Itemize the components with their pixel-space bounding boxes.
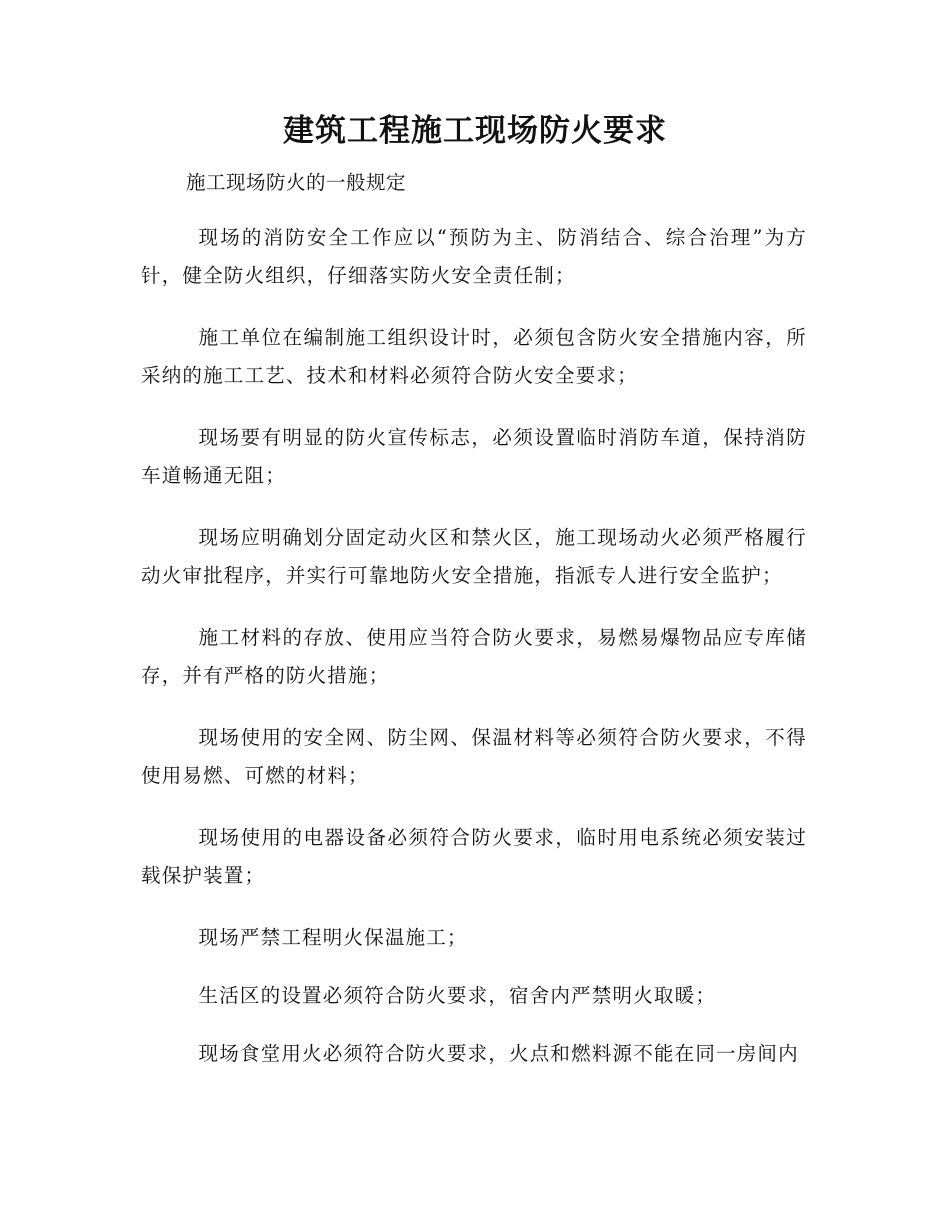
- paragraph-10: 现场食堂用火必须符合防火要求，火点和燃料源不能在同一房间内: [198, 1042, 799, 1065]
- paragraph-2: 施工单位在编制施工组织设计时，必须包含防火安全措施内容，所采纳的施工工艺、技术和材料必须符合防火安全要求；: [141, 326, 807, 387]
- paragraph-3: 现场要有明显的防火宣传标志，必须设置临时消防车道，保持消防车道畅通无阻；: [141, 426, 807, 487]
- paragraph-6: 现场使用的安全网、防尘网、保温材料等必须符合防火要求，不得使用易燃、可燃的材料；: [141, 726, 807, 787]
- document-title: 建筑工程施工现场防火要求: [283, 113, 667, 149]
- paragraph-1: 现场的消防安全工作应以“预防为主、防消结合、综合治理”为方针，健全防火组织，仔细落实防火安全责任制；: [141, 226, 807, 287]
- document-body: [141, 219, 807, 1097]
- paragraph-7: 现场使用的电器设备必须符合防火要求，临时用电系统必须安装过载保护装置；: [141, 826, 807, 887]
- section-heading: 施工现场防火的一般规定: [186, 171, 407, 194]
- paragraph-4: 现场应明确划分固定动火区和禁火区，施工现场动火必须严格履行动火审批程序，并实行可靠地防火安全措施，指派专人进行安全监护；: [141, 526, 807, 587]
- paragraph-5: 施工材料的存放、使用应当符合防火要求，易燃易爆物品应专库储存，并有严格的防火措施；: [141, 626, 807, 687]
- paragraph-8: 现场严禁工程明火保温施工；: [198, 926, 468, 949]
- paragraph-9: 生活区的设置必须符合防火要求，宿舍内严禁明火取暖；: [198, 984, 717, 1007]
